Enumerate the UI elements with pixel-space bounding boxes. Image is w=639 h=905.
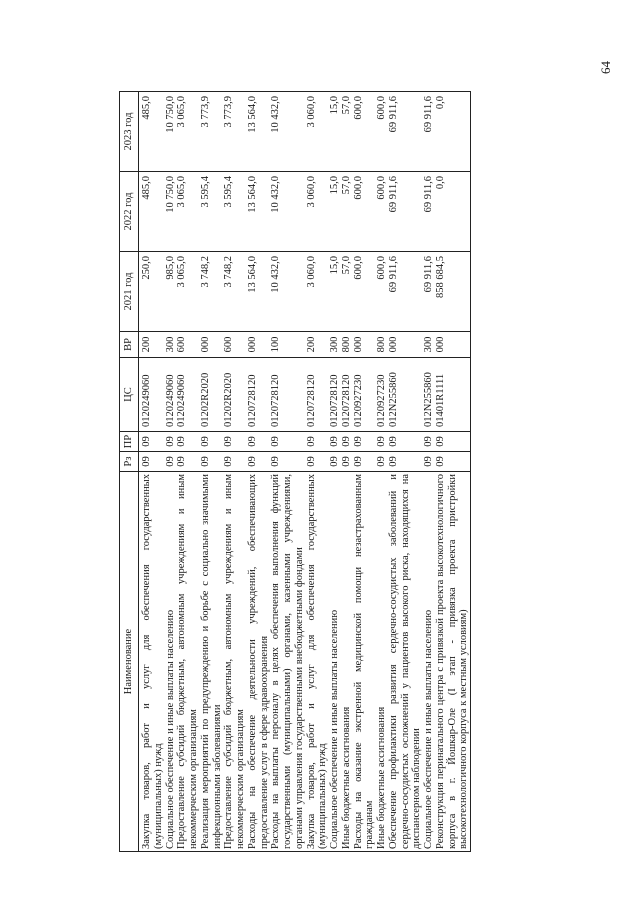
row-rz: 09 [247, 452, 271, 472]
row-2022: 3 065,0 [176, 172, 200, 252]
row-cs: 01202R2020 [223, 358, 247, 432]
row-2021: 3 748,2 [200, 252, 224, 332]
row-2023: 600,0 [353, 92, 377, 172]
header-name: Наименование [120, 472, 139, 852]
row-2023: 13 564,0 [247, 92, 271, 172]
row-2021: 13 564,0 [247, 252, 271, 332]
row-vr: 000 [200, 332, 224, 358]
header-2022: 2022 год [120, 172, 139, 252]
row-rz: 09 [306, 452, 330, 472]
row-name: Иные бюджетные ассигнования [376, 472, 388, 852]
row-name: Расходы на оказание экстренной медицинской помощи незастрахованным гражданам [353, 472, 377, 852]
row-vr: 600 [176, 332, 200, 358]
row-2023: 69 911,6 [423, 92, 435, 172]
row-cs: 0120249060 [165, 358, 177, 432]
table-row [165, 92, 177, 852]
table-row [176, 92, 200, 852]
row-2021: 858 684,5 [435, 252, 471, 332]
row-pr: 09 [388, 432, 423, 452]
table-row [270, 92, 305, 852]
row-2021: 250,0 [139, 252, 165, 332]
row-2022: 57,0 [341, 172, 353, 252]
row-cs: 0120728120 [329, 358, 341, 432]
row-cs: 0120728120 [270, 358, 305, 432]
table-row [353, 92, 377, 852]
row-pr: 09 [306, 432, 330, 452]
row-pr: 09 [165, 432, 177, 452]
table-row [341, 92, 353, 852]
row-pr: 09 [329, 432, 341, 452]
row-2023: 3 773,9 [223, 92, 247, 172]
row-rz: 09 [223, 452, 247, 472]
row-2022: 10 750,0 [165, 172, 177, 252]
row-cs: 012N255860 [423, 358, 435, 432]
row-2022: 69 911,6 [388, 172, 423, 252]
row-2021: 15,0 [329, 252, 341, 332]
table-row [306, 92, 330, 852]
row-pr: 09 [423, 432, 435, 452]
row-pr: 09 [341, 432, 353, 452]
row-2023: 600,0 [376, 92, 388, 172]
budget-table [119, 91, 471, 852]
row-cs: 0120927230 [376, 358, 388, 432]
table-row [223, 92, 247, 852]
row-name: Обеспечение профилактики развития сердечно-сосудистых заболеваний и сердечно-сосудистых осложнений у пациентов высокого риска, находящихся на диспансерном наблюдении [388, 472, 423, 852]
header-vr: ВР [120, 332, 139, 358]
row-name: Социальное обеспечение и иные выплаты населению [165, 472, 177, 852]
row-2021: 985,0 [165, 252, 177, 332]
header-pr: ПР [120, 432, 139, 452]
row-2023: 10 432,0 [270, 92, 305, 172]
row-pr: 09 [376, 432, 388, 452]
header-cs: ЦС [120, 358, 139, 432]
row-2021: 69 911,6 [388, 252, 423, 332]
row-rz: 09 [165, 452, 177, 472]
row-2022: 13 564,0 [247, 172, 271, 252]
row-vr: 300 [423, 332, 435, 358]
row-rz: 09 [435, 452, 471, 472]
row-rz: 09 [341, 452, 353, 472]
table-row [388, 92, 423, 852]
row-2022: 3 060,0 [306, 172, 330, 252]
row-vr: 000 [247, 332, 271, 358]
row-name: Расходы на обеспечение деятельности учреждений, обеспечивающих предоставление услуг в сфере здравоохранения [247, 472, 271, 852]
row-cs: 01401R1111 [435, 358, 471, 432]
header-2023: 2023 год [120, 92, 139, 172]
row-2022: 69 911,6 [423, 172, 435, 252]
row-name: Реконструкция перинатального центра с привязкой проекта высокотехнологичного корпуса в г. Йошкар-Оле (I этап - привязка проекта пристройки высокотехнологичного корпуса к местным условиям) [435, 472, 471, 852]
row-name: Иные бюджетные ассигнования [341, 472, 353, 852]
table-row [139, 92, 165, 852]
row-vr: 800 [341, 332, 353, 358]
header-2021: 2021 год [120, 252, 139, 332]
table-row [376, 92, 388, 852]
table-row [435, 92, 471, 852]
table-row [247, 92, 271, 852]
row-2021: 3 060,0 [306, 252, 330, 332]
row-rz: 09 [176, 452, 200, 472]
row-name: Реализация мероприятий по предупреждению и борьбе с социально значимыми инфекционными заболеваниями [200, 472, 224, 852]
row-pr: 09 [139, 432, 165, 452]
row-2022: 0,0 [435, 172, 471, 252]
row-name: Предоставление субсидий бюджетным, автономным учреждениям и иным некоммерческим организациям [176, 472, 200, 852]
row-rz: 09 [270, 452, 305, 472]
row-rz: 09 [376, 452, 388, 472]
row-2022: 485,0 [139, 172, 165, 252]
row-pr: 09 [435, 432, 471, 452]
row-cs: 0120249060 [176, 358, 200, 432]
row-name: Предоставление субсидий бюджетным, автономным учреждениям и иным некоммерческим организациям [223, 472, 247, 852]
table-header-row [120, 92, 139, 852]
row-2023: 57,0 [341, 92, 353, 172]
row-2022: 3 595,4 [200, 172, 224, 252]
row-pr: 09 [223, 432, 247, 452]
row-rz: 09 [388, 452, 423, 472]
row-pr: 09 [200, 432, 224, 452]
row-vr: 300 [329, 332, 341, 358]
row-2022: 10 432,0 [270, 172, 305, 252]
row-rz: 09 [423, 452, 435, 472]
row-vr: 800 [376, 332, 388, 358]
row-2021: 600,0 [376, 252, 388, 332]
row-2022: 600,0 [376, 172, 388, 252]
row-2022: 15,0 [329, 172, 341, 252]
row-rz: 09 [139, 452, 165, 472]
row-2022: 600,0 [353, 172, 377, 252]
row-2021: 69 911,6 [423, 252, 435, 332]
row-cs: 0120728120 [247, 358, 271, 432]
row-2021: 3 065,0 [176, 252, 200, 332]
header-rz: Рз [120, 452, 139, 472]
row-vr: 000 [388, 332, 423, 358]
row-vr: 300 [165, 332, 177, 358]
row-2023: 10 750,0 [165, 92, 177, 172]
row-cs: 012N255860 [388, 358, 423, 432]
table-row [329, 92, 341, 852]
row-2023: 69 911,6 [388, 92, 423, 172]
row-pr: 09 [247, 432, 271, 452]
row-2021: 10 432,0 [270, 252, 305, 332]
row-name: Социальное обеспечение и иные выплаты населению [329, 472, 341, 852]
row-cs: 0120728120 [306, 358, 330, 432]
row-rz: 09 [200, 452, 224, 472]
row-vr: 200 [139, 332, 165, 358]
row-cs: 0120927230 [353, 358, 377, 432]
row-pr: 09 [270, 432, 305, 452]
row-2022: 3 595,4 [223, 172, 247, 252]
row-2021: 57,0 [341, 252, 353, 332]
row-pr: 09 [176, 432, 200, 452]
row-2023: 3 060,0 [306, 92, 330, 172]
row-cs: 0120728120 [341, 358, 353, 432]
row-rz: 09 [329, 452, 341, 472]
row-vr: 200 [306, 332, 330, 358]
row-2023: 485,0 [139, 92, 165, 172]
row-2023: 3 065,0 [176, 92, 200, 172]
row-vr: 100 [270, 332, 305, 358]
row-rz: 09 [353, 452, 377, 472]
row-2023: 0,0 [435, 92, 471, 172]
row-vr: 000 [435, 332, 471, 358]
row-name: Закупка товаров, работ и услуг для обеспечения государственных (муниципальных) нужд [306, 472, 330, 852]
row-cs: 0120249060 [139, 358, 165, 432]
row-2021: 600,0 [353, 252, 377, 332]
row-pr: 09 [353, 432, 377, 452]
page-number: 64 [598, 61, 613, 74]
row-name: Расходы на выплаты персоналу в целях обеспечения выполнения функций государственными (муниципальными) органами, казенными учреждениями, органами управления государственными внебюджетными фондами [270, 472, 305, 852]
row-name: Социальное обеспечение и иные выплаты населению [423, 472, 435, 852]
table-row [200, 92, 224, 852]
row-2023: 3 773,9 [200, 92, 224, 172]
row-2023: 15,0 [329, 92, 341, 172]
rotated-table-container [119, 92, 577, 852]
table-row [423, 92, 435, 852]
row-name: Закупка товаров, работ и услуг для обеспечения государственных (муниципальных) нужд [139, 472, 165, 852]
row-vr: 000 [353, 332, 377, 358]
row-2021: 3 748,2 [223, 252, 247, 332]
row-vr: 600 [223, 332, 247, 358]
row-cs: 01202R2020 [200, 358, 224, 432]
table-body [139, 92, 471, 852]
